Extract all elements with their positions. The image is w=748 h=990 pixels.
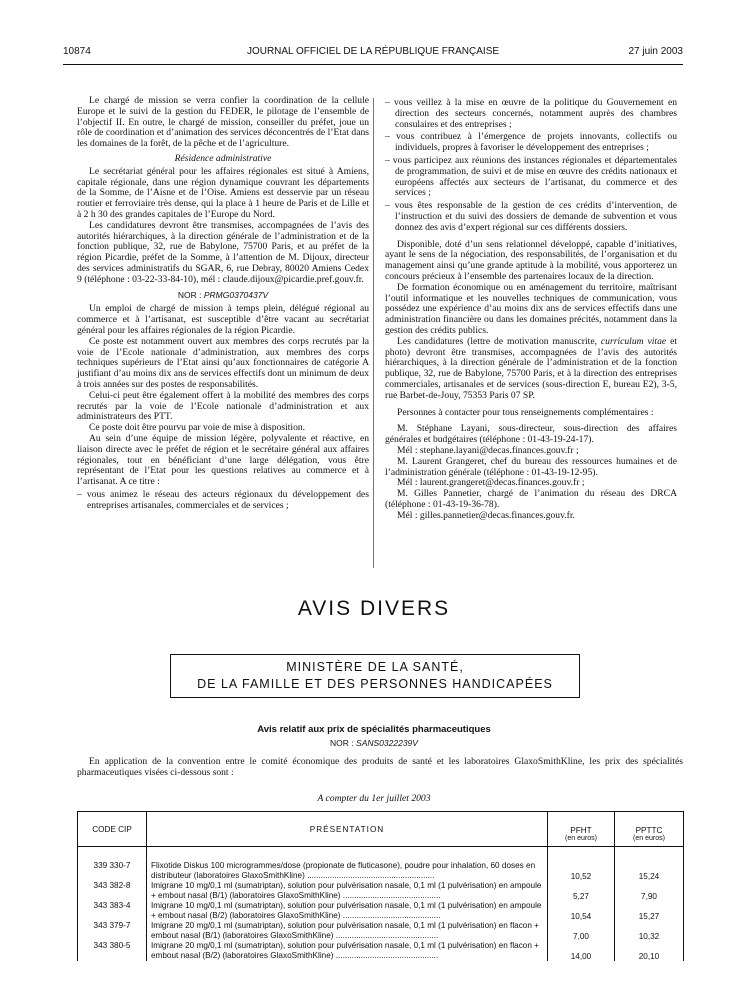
cell-code: 343 382-8 bbox=[78, 881, 147, 901]
issue-date: 27 juin 2003 bbox=[628, 46, 683, 57]
nor-label: NOR : bbox=[330, 738, 357, 748]
contact-email: Mél : laurent.grangeret@decas.finances.gouv.fr ; bbox=[397, 477, 585, 489]
paragraph: Le secrétariat général pour les affaires régionales est situé à Amiens, capitale régionale, dans une région dynamique couvrant les départements de la Somme, de l’Aisne et de l’Oise. Amiens est desservie par un réseau routier et ferroviaire très dense, qui la place à 1 heure de Paris et de Lille et à 2 h 30 des grandes capitales de l’Europe du Nord. bbox=[77, 165, 369, 220]
table-row bbox=[78, 921, 684, 941]
page-number: 10874 bbox=[63, 46, 91, 57]
table-row bbox=[78, 901, 684, 921]
nor-code: SANS0322239V bbox=[356, 738, 418, 748]
header-rule bbox=[63, 64, 683, 65]
cell-code: 343 379-7 bbox=[78, 921, 147, 941]
contact-email: Mél : stephane.layani@decas.finances.gouv.fr ; bbox=[397, 444, 579, 456]
section-title: AVIS DIVERS bbox=[297, 597, 451, 620]
text-span: et photo) devront être transmises, accompagnées de l’avis des autorités hiérarchiques, à la direction générale de l’administration et de la fonction publique, 32, rue de Babylone, 75700 Paris, et à la direction des entreprises commerciales, artisanales et de services (sous-direction E, bureau E2), 3-5, rue Barbet-de-Jouy, 75353 Paris 07 SP. bbox=[385, 335, 677, 401]
ministry-line: DE LA FAMILLE ET DES PERSONNES HANDICAPÉES bbox=[197, 677, 553, 691]
col-header-pfht bbox=[548, 812, 615, 847]
list-item: – vous veillez à la mise en œuvre de la politique du Gouvernement en direction des secteurs concernés, notamment auprès des chambres consulaires et des entreprises ; bbox=[385, 97, 677, 130]
list-item: – vous êtes responsable de la gestion de ces crédits d’intervention, de l’instruction et du suivi des dossiers de demande de subvention et vous donnez des avis d’expert régional sur ces différents dossiers. bbox=[385, 200, 677, 233]
cell-pfht: 5,27 bbox=[548, 881, 615, 901]
notice-intro: En application de la convention entre le comité économique des produits de santé et les laboratoires GlaxoSmithKline, les prix des spécialités pharmaceutiques visées ci-dessous sont : bbox=[77, 756, 683, 778]
contact-email: Mél : gilles.pannetier@decas.finances.gouv.fr. bbox=[397, 509, 575, 521]
cell-pfht: 14,00 bbox=[548, 941, 615, 961]
paragraph: Le chargé de mission se verra confier la coordination de la cellule Europe et le suivi de la gestion du FEDER, le pilotage de l’ensemble de l’objectif II. En outre, le chargé de mission, conseiller du préfet, joue un rôle de coordination et d’animation des services déconcentrés de l’Etat dans les domaines de la forêt, de la pêche et de l’agriculture. bbox=[77, 95, 369, 150]
table-header-row bbox=[78, 812, 684, 847]
pfht-unit: (en euros) bbox=[565, 835, 597, 842]
paragraph: Les candidatures devront être transmises, accompagnées de l’avis des autorités hiérarchiques, à la direction générale de l’administration et de la fonction publique, 32, rue de Babylone, 75700 Paris, et au préfet de la région Picardie, préfet de la Somme, à l’attention de M. Dijoux, directeur des services administratifs du SGAR, 6, rue Debray, 80020 Amiens Cedex 9 (téléphone : 03-22-33-84-10), mél : claude.dijoux@picardie.pref.gouv.fr. bbox=[77, 219, 369, 285]
cell-ppttc: 15,27 bbox=[615, 901, 684, 921]
contact: M. Stéphane Layani, sous-directeur, sous-direction des affaires générales et budgétaires (téléphone : 01-43-19-24-17). bbox=[385, 423, 677, 446]
paragraph: Celui-ci peut être également offert à la mobilité des membres des corps recrutés par la voie de l’Ecole nationale d’administration et aux administrateurs des PTT. bbox=[77, 389, 369, 423]
paragraph: Au sein d’une équipe de mission légère, polyvalente et réactive, en liaison directe avec le préfet de région et le secrétaire général aux affaires régionales, tout en bénéficiant d’une large délégation, vous être représentant de l’Etat pour les questions relatives au commerce et à l’artisanat. A ce titre : bbox=[77, 432, 369, 488]
cell-ppttc: 20,10 bbox=[615, 941, 684, 961]
effective-date: A compter du 1er juillet 2003 bbox=[317, 793, 431, 804]
page-header bbox=[63, 46, 683, 62]
cell-pfht: 7,00 bbox=[548, 921, 615, 941]
price-table bbox=[77, 811, 684, 961]
cell-pfht: 10,54 bbox=[548, 901, 615, 921]
cell-code: 343 383-4 bbox=[78, 901, 147, 921]
ppttc-unit: (en euros) bbox=[633, 835, 665, 842]
cell-ppttc: 15,24 bbox=[615, 847, 684, 882]
notice-nor bbox=[0, 738, 748, 748]
list-item: – vous participez aux réunions des instances régionales et départementales de programmation, de suivi et de mise en œuvre des crédits nationaux et européens affectés aux secteurs de l’artisanat, du commerce et des services ; bbox=[385, 154, 677, 199]
ppttc-label: PPTTC bbox=[635, 826, 663, 835]
cell-presentation: Flixotide Diskus 100 microgrammes/dose (propionate de fluticasone), poudre pour inhalation, 60 doses en distributeur (laboratoires GlaxoSmithKline) ........................................................ bbox=[147, 847, 548, 882]
text-span: Les candidatures (lettre de motivation manuscrite, bbox=[397, 335, 601, 347]
ministry-box bbox=[170, 654, 580, 698]
notice-title: Avis relatif aux prix de spécialités pharmaceutiques bbox=[257, 724, 491, 735]
cell-pfht: 10,52 bbox=[548, 847, 615, 882]
table-row bbox=[78, 881, 684, 901]
col-header-ppttc bbox=[615, 812, 684, 847]
contact: M. Laurent Grangeret, chef du bureau des ressources humaines et de l’administration générale (téléphone : 01-43-19-12-95). bbox=[385, 455, 677, 478]
nor-code: PRMG0370437V bbox=[203, 289, 269, 300]
section-heading: Résidence administrative bbox=[174, 152, 272, 164]
cell-ppttc: 7,90 bbox=[615, 881, 684, 901]
cell-ppttc: 10,32 bbox=[615, 921, 684, 941]
contact: M. Gilles Pannetier, chargé de l’animation du réseau des DRCA (téléphone : 01-43-19-36-78). bbox=[385, 488, 677, 510]
cell-code: 343 380-5 bbox=[78, 941, 147, 961]
journal-title: JOURNAL OFFICIEL DE LA RÉPUBLIQUE FRANÇAISE bbox=[246, 46, 500, 57]
cell-presentation: Imigrane 10 mg/0,1 ml (sumatriptan), solution pour pulvérisation nasale, 0,1 ml (1 pulvérisation) en ampoule + embout nasal (B/2) (laboratoires GlaxoSmithKline) ........................................... bbox=[147, 901, 548, 921]
table-row bbox=[78, 847, 684, 882]
text-span-italic: curriculum vitae bbox=[600, 335, 667, 347]
col-header-code: CODE CIP bbox=[78, 812, 147, 847]
paragraph: De formation économique ou en aménagement du territoire, maîtrisant l’outil informatique et les nouvelles techniques de communication, vous possédez une expérience d’au moins dix ans de services effectifs dans une administration financière ou dans les domaines précités, notamment dans la gestion des crédits publics. bbox=[385, 281, 677, 336]
paragraph: Personnes à contacter pour tous renseignements complémentaires : bbox=[397, 406, 654, 418]
right-column bbox=[385, 96, 677, 521]
ministry-line: MINISTÈRE DE LA SANTÉ, bbox=[286, 660, 464, 674]
column-divider bbox=[373, 98, 374, 568]
nor-reference bbox=[77, 290, 369, 301]
list-item: – vous animez le réseau des acteurs régionaux du développement des entreprises artisanales, commerciales et de services ; bbox=[77, 488, 369, 511]
paragraph: Disponible, doté d’un sens relationnel développé, capable d’initiatives, ayant le sens de la négociation, des responsabilités, de l’organisation et du management ainsi qu’une grande aptitude à la mobilité, vous apporterez un concours précieux à l’ensemble des partenaires locaux de la direction. bbox=[385, 238, 677, 282]
col-header-presentation: PRÉSENTATION bbox=[147, 812, 548, 847]
cell-presentation: Imigrane 20 mg/0,1 ml (sumatriptan), solution pour pulvérisation nasale, 0,1 ml (1 pulvérisation) en flacon + embout nasal (B/2) (laboratoires GlaxoSmithKline) ............................................. bbox=[147, 941, 548, 961]
left-column bbox=[77, 96, 369, 511]
paragraph: Ce poste est notamment ouvert aux membres des corps recrutés par la voie de l’Ecole nationale d’administration, aux membres des corps techniques supérieurs de l’Etat ainsi qu’aux fonctionnaires de catégorie A justifiant d’au moins dix ans de services effectifs dont un minimum de deux à trois années sur des postes de responsabilités. bbox=[77, 335, 369, 390]
paragraph: Un emploi de chargé de mission à temps plein, délégué régional au commerce et à l’artisanat, est susceptible d’être vacant au secrétariat général pour les affaires régionales de la région Picardie. bbox=[77, 303, 369, 336]
pfht-label: PFHT bbox=[570, 826, 592, 835]
nor-label: NOR : bbox=[177, 289, 204, 300]
cell-presentation: Imigrane 10 mg/0,1 ml (sumatriptan), solution pour pulvérisation nasale, 0,1 ml (1 pulvérisation) en ampoule + embout nasal (B/1) (laboratoires GlaxoSmithKline) ........................................... bbox=[147, 881, 548, 901]
paragraph bbox=[385, 337, 677, 402]
list-item: – vous contribuez à l’émergence de projets innovants, collectifs ou individuels, propres à favoriser le développement des entreprises ; bbox=[385, 131, 677, 154]
cell-presentation: Imigrane 20 mg/0,1 ml (sumatriptan), solution pour pulvérisation nasale, 0,1 ml (1 pulvérisation) en flacon + embout nasal (B/1) (laboratoires GlaxoSmithKline) ............................................. bbox=[147, 921, 548, 941]
paragraph: Ce poste doit être pourvu par voie de mise à disposition. bbox=[89, 422, 306, 434]
cell-code: 339 330-7 bbox=[78, 847, 147, 882]
table-row bbox=[78, 941, 684, 961]
